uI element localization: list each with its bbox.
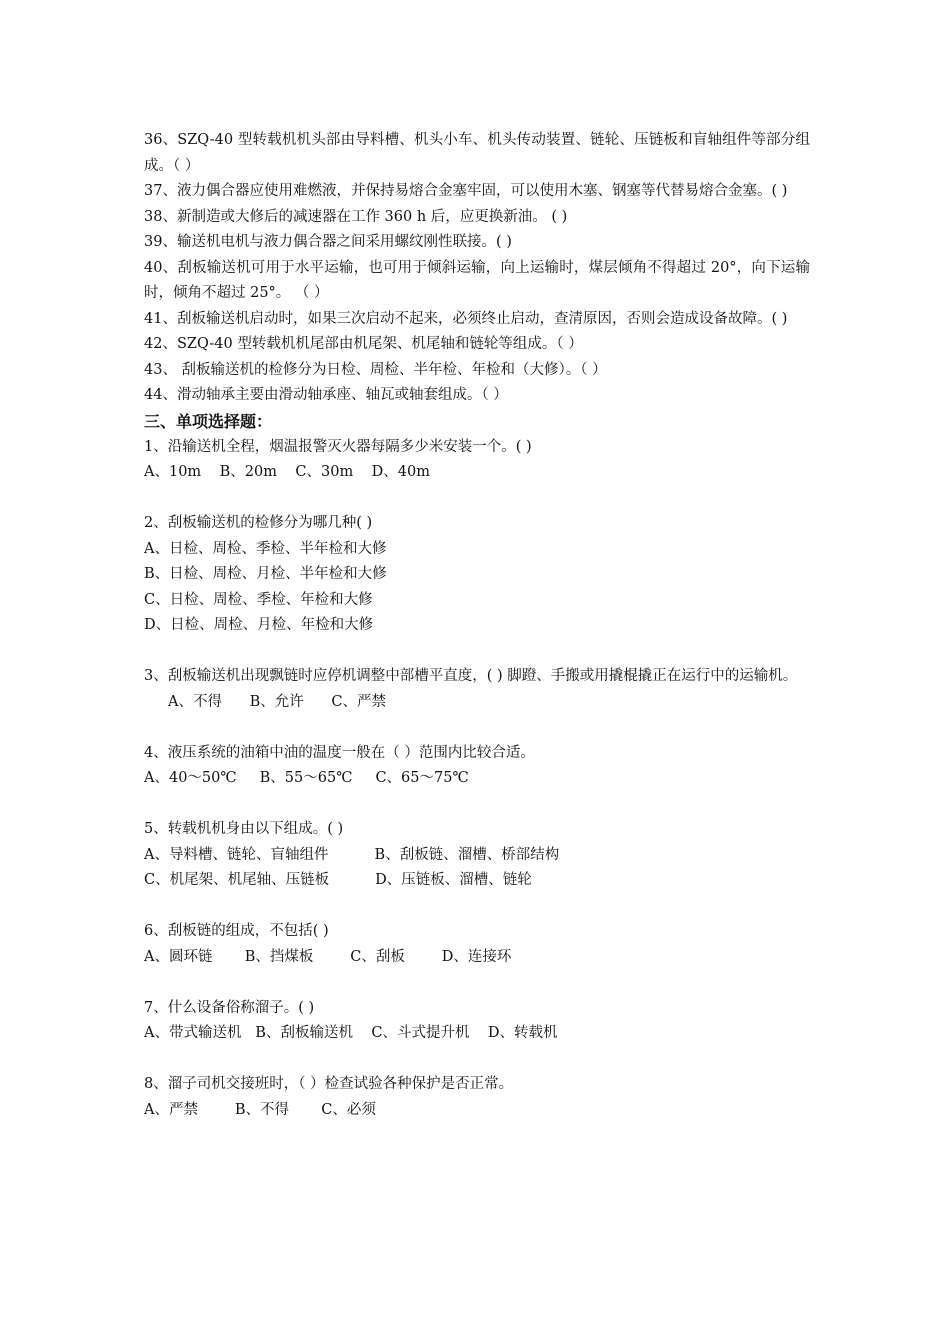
judgment-item-41: 41、刮板输送机启动时，如果三次启动不起来，必须终止启动，查清原因，否则会造成设备故障。( ) bbox=[144, 310, 788, 327]
question-2: 2、刮板输送机的检修分为哪几种( ) bbox=[144, 515, 373, 531]
question-7: 7、什么设备俗称溜子。( ) bbox=[144, 999, 315, 1016]
question-3-options: A、不得 B、允许 C、严禁 bbox=[168, 693, 387, 710]
section-heading: 三、单项选择题： bbox=[144, 411, 273, 431]
judgment-item-44: 44、滑动轴承主要由滑动轴承座、轴瓦或轴套组成。（ ） bbox=[144, 387, 508, 403]
question-8-options: A、严禁 B、不得 C、必须 bbox=[144, 1101, 376, 1118]
question-1: 1、沿输送机全程，烟温报警灭火器每隔多少米安装一个。( ) bbox=[144, 438, 532, 455]
judgment-item-40: 40、刮板输送机可用于水平运输，也可用于倾斜运输，向上运输时，煤层倾角不得超过 20°，向下运输时，倾角不超过 25°。 （ ） bbox=[144, 259, 810, 301]
question-2-option-d: D、日检、周检、月检、年检和大修 bbox=[144, 617, 374, 633]
judgment-item-38: 38、新制造或大修后的减速器在工作 360 h 后，应更换新油。 ( ) bbox=[144, 208, 568, 225]
question-6-options: A、圆环链 B、挡煤板 C、刮板 D、连接环 bbox=[144, 948, 512, 965]
question-2-option-c: C、日检、周检、季检、年检和大修 bbox=[144, 591, 373, 608]
question-1-options: A、10m B、20m C、30m D、40m bbox=[144, 464, 430, 480]
question-4-options: A、40～50℃ B、55～65℃ C、65～75℃ bbox=[144, 770, 469, 786]
judgment-item-36: 36、SZQ-40 型转载机机头部由导料槽、机头小车、机头传动装置、链轮、压链板和盲轴组件等部分组成。（ ） bbox=[144, 132, 810, 174]
question-3: 3、刮板输送机出现飘链时应停机调整中部槽平直度，( ) 脚蹬、手搬或用撬棍撬正在运行中的运输机。 bbox=[144, 668, 798, 684]
document-page bbox=[144, 128, 810, 1123]
question-6: 6、刮板链的组成，不包括( ) bbox=[144, 923, 329, 939]
question-4: 4、液压系统的油箱中油的温度一般在（ ）范围内比较合适。 bbox=[144, 744, 535, 761]
question-7-options: A、带式输送机 B、刮板输送机 C、斗式提升机 D、转载机 bbox=[144, 1025, 558, 1041]
judgment-item-42: 42、SZQ-40 型转载机机尾部由机尾架、机尾轴和链轮等组成。（ ） bbox=[144, 336, 583, 352]
question-5: 5、转载机机身由以下组成。( ) bbox=[144, 821, 344, 837]
question-5-options-cd: C、机尾架、机尾轴、压链板 D、压链板、溜槽、链轮 bbox=[144, 872, 532, 888]
question-5-options-ab: A、导料槽、链轮、盲轴组件 B、刮板链、溜槽、桥部结构 bbox=[144, 846, 560, 863]
judgment-item-43: 43、 刮板输送机的检修分为日检、周检、半年检、年检和（大修）。（ ） bbox=[144, 361, 607, 378]
judgment-item-37: 37、液力偶合器应使用难燃液，并保持易熔合金塞牢固，可以使用木塞、钢塞等代替易熔合金塞。( ) bbox=[144, 183, 788, 199]
question-8: 8、溜子司机交接班时，（ ）检查试验各种保护是否正常。 bbox=[144, 1076, 514, 1092]
question-2-option-b: B、日检、周检、月检、半年检和大修 bbox=[144, 566, 387, 582]
question-2-option-a: A、日检、周检、季检、半年检和大修 bbox=[144, 540, 387, 557]
judgment-item-39: 39、输送机电机与液力偶合器之间采用螺纹刚性联接。( ) bbox=[144, 234, 512, 250]
